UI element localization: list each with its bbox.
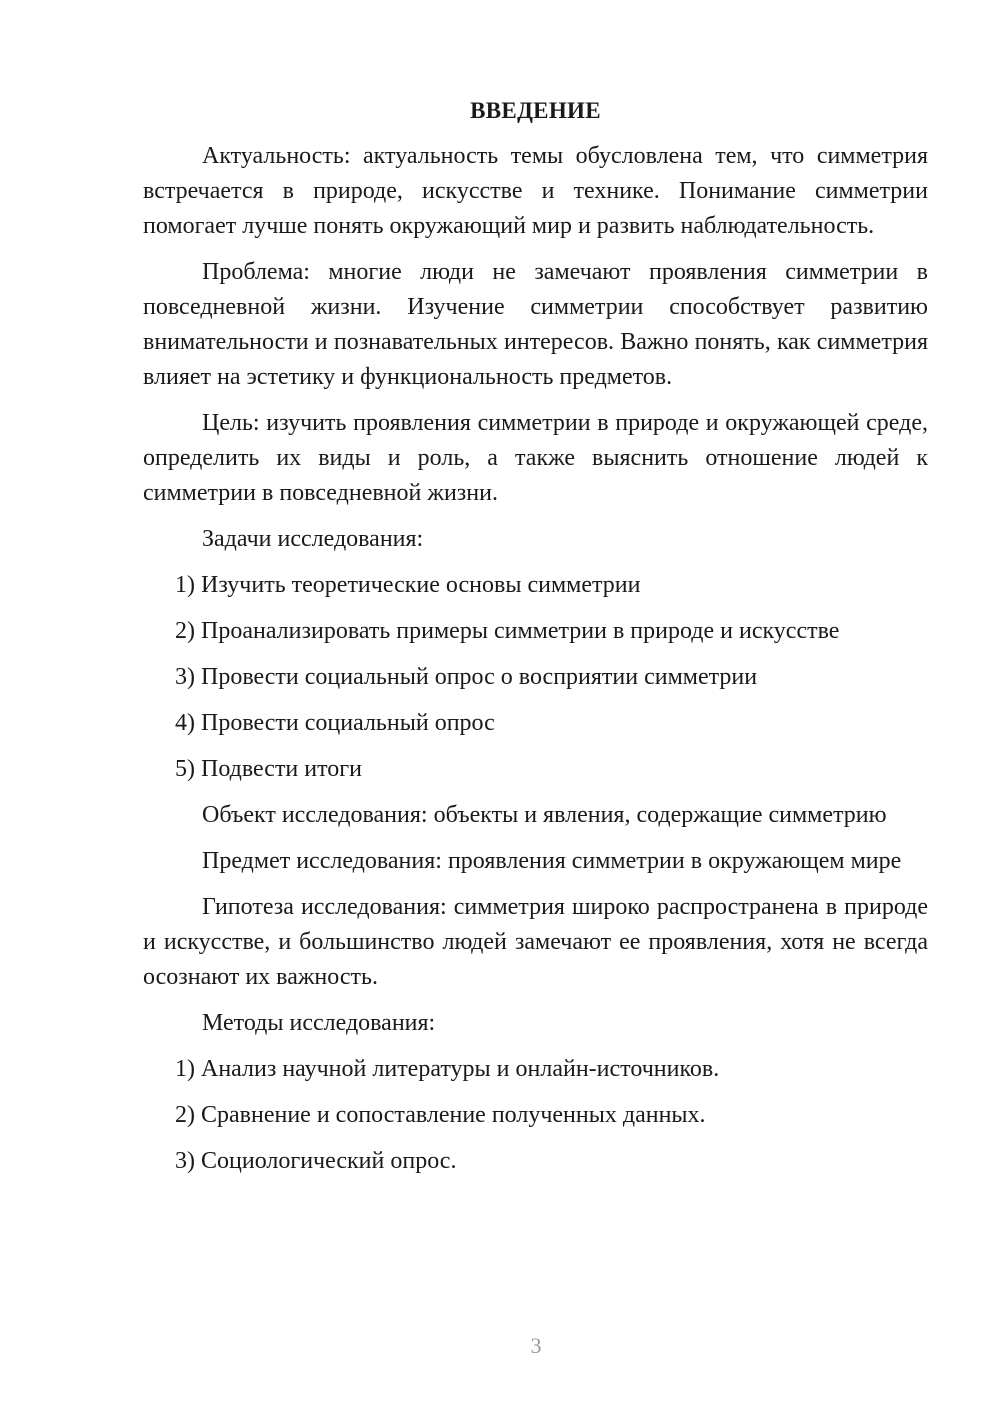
task-item-4: 4) Провести социальный опрос [175,710,495,736]
page-number: 3 [530,1333,542,1358]
task-item-3: 3) Провести социальный опрос о восприятии симметрии [175,664,758,690]
research-subject: Предмет исследования: проявления симметрии в окружающем мире [202,848,902,874]
problem-paragraph: Проблема: многие люди не замечают проявления симметрии в повседневной жизни. Изучение симметрии способствует развитию внимательности и познавательных интересов. Важно понять, как симметрия влияет на эстетику и функциональность предметов. [143,259,928,390]
relevance-paragraph: Актуальность: актуальность темы обусловлена тем, что симметрия встречается в природе, искусстве и технике. Понимание симметрии помогает лучше понять окружающий мир и развить наблюдательность. [143,143,928,239]
method-item-2: 2) Сравнение и сопоставление полученных данных. [175,1102,706,1128]
page-title: ВВЕДЕНИЕ [470,98,601,123]
method-item-1: 1) Анализ научной литературы и онлайн-источников. [175,1056,720,1082]
page-content [143,93,928,1190]
methods-heading: Методы исследования: [202,1010,436,1036]
method-item-3: 3) Социологический опрос. [175,1148,457,1174]
task-item-5: 5) Подвести итоги [175,756,362,782]
tasks-heading: Задачи исследования: [202,526,424,552]
research-object: Объект исследования: объекты и явления, содержащие симметрию [202,802,887,828]
task-item-2: 2) Проанализировать примеры симметрии в природе и искусстве [175,618,840,644]
hypothesis-paragraph: Гипотеза исследования: симметрия широко распространена в природе и искусстве, и большинство людей замечают ее проявления, хотя не всегда осознают их важность. [143,894,928,990]
task-item-1: 1) Изучить теоретические основы симметрии [175,572,641,598]
goal-paragraph: Цель: изучить проявления симметрии в природе и окружающей среде, определить их виды и роль, а также выяснить отношение людей к симметрии в повседневной жизни. [143,410,928,506]
